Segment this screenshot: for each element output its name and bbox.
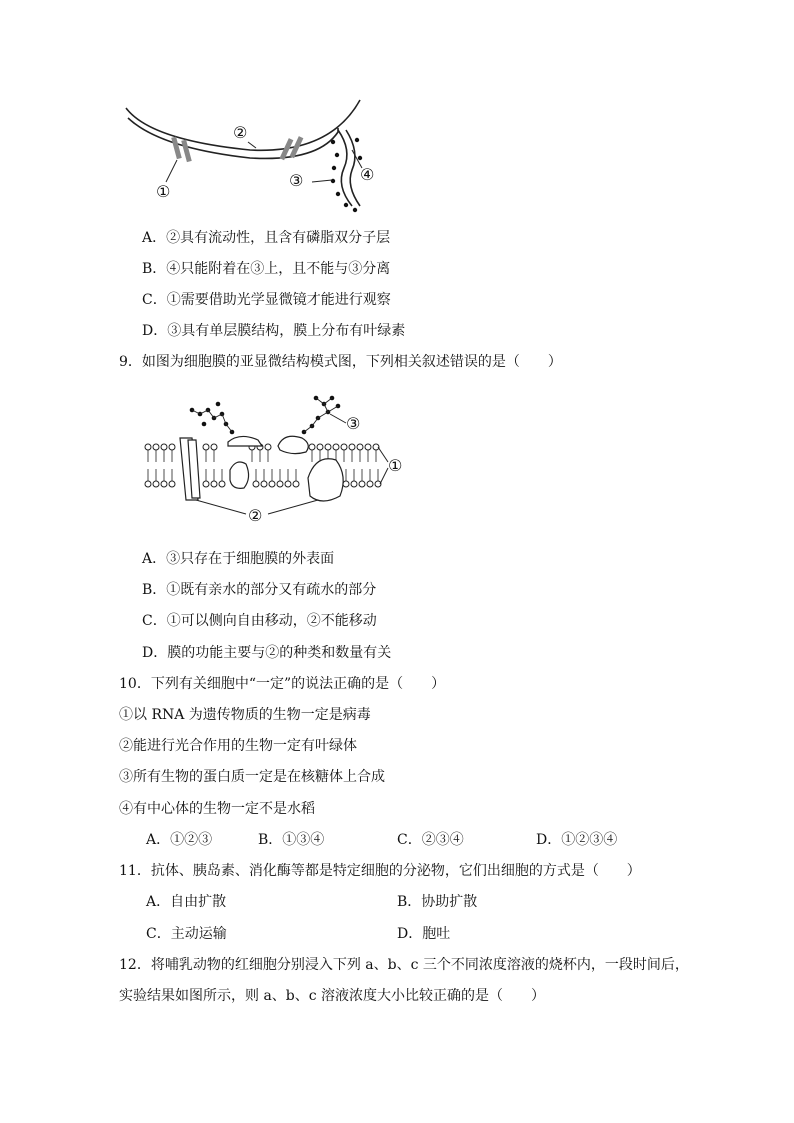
fig8-label-3: ③ [289,171,304,190]
fig8-label-4: ④ [360,165,375,184]
q9-option-b: B．①既有亲水的部分又有疏水的部分 [142,582,377,598]
q11-option-d: D．胞吐 [397,926,451,942]
q11-option-a: A．自由扩散 [146,894,227,910]
q10-statement-3: ③所有生物的蛋白质一定是在核糖体上合成 [119,769,385,785]
q9-option-d: D．膜的功能主要与②的种类和数量有关 [142,645,392,661]
q8-option-d: D．③具有单层膜结构，膜上分布有叶绿素 [142,323,406,339]
q9-stem: 9．如图为细胞膜的亚显微结构模式图，下列相关叙述错误的是（ ） [119,354,562,370]
fig9-label-2: ② [248,506,263,525]
q10-option-a: A．①②③ [146,832,213,848]
fig9-label-3: ③ [346,414,361,433]
q10-statement-2: ②能进行光合作用的生物一定有叶绿体 [119,738,357,754]
q12-stem-line-2: 实验结果如图所示，则 a、b、c 溶液浓度大小比较正确的是（ ） [119,988,546,1004]
q9-option-c: C．①可以侧向自由移动，②不能移动 [142,613,377,629]
q11-option-b: B．协助扩散 [397,894,478,910]
q10-option-c: C．②③④ [397,832,464,848]
q10-statement-1: ①以 RNA 为遗传物质的生物一定是病毒 [119,707,371,723]
q10-option-d: D．①②③④ [536,832,618,848]
q9-option-a: A．③只存在于细胞膜的外表面 [142,551,335,567]
q11-option-c: C．主动运输 [146,926,227,942]
q10-option-b: B．①③④ [258,832,325,848]
fig9-label-1: ① [388,456,403,475]
fig8-label-1: ① [156,182,171,201]
fig8-label-2: ② [233,123,248,142]
q8-option-c: C．①需要借助光学显微镜才能进行观察 [142,292,391,308]
q12-stem-line-1: 12．将哺乳动物的红细胞分别浸入下列 a、b、c 三个不同浓度溶液的烧杯内，一段时间后， [119,957,689,973]
q8-option-a: A．②具有流动性，且含有磷脂双分子层 [142,230,391,246]
q8-option-b: B．④只能附着在③上，且不能与③分离 [142,261,391,277]
q11-stem: 11．抗体、胰岛素、消化酶等都是特定细胞的分泌物，它们出细胞的方式是（ ） [119,863,641,879]
q10-statement-4: ④有中心体的生物一定不是水稻 [119,801,315,817]
q10-stem: 10．下列有关细胞中“一定”的说法正确的是（ ） [119,676,446,692]
